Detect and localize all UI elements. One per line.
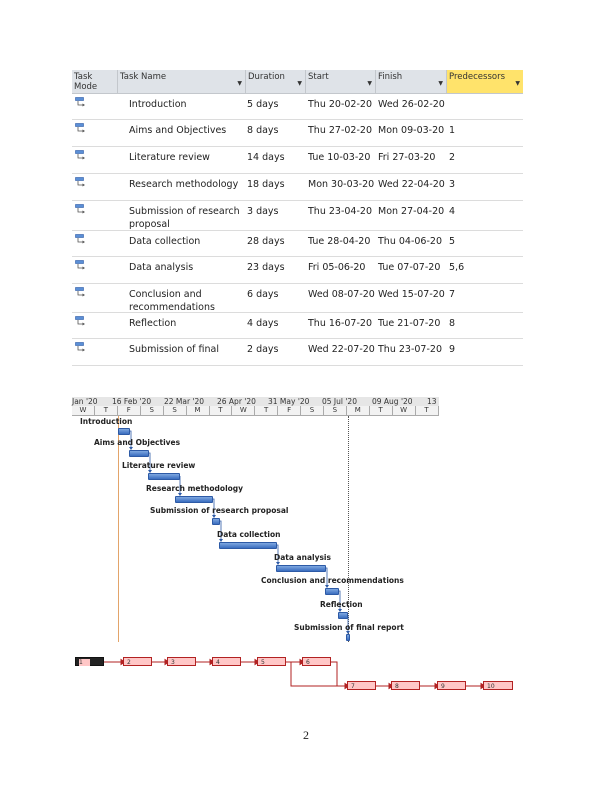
gantt-task-bar[interactable] (338, 612, 348, 619)
cell-start: Thu 16-07-20 (308, 318, 372, 329)
cell-pred: 8 (449, 318, 456, 329)
cell-name: Data collection (129, 236, 201, 247)
gantt-task-bar[interactable] (325, 588, 339, 595)
gantt-task-bar[interactable] (118, 428, 130, 435)
dropdown-arrow-icon[interactable]: ▼ (367, 80, 372, 87)
timescale-period-label: 13 (427, 397, 437, 406)
timescale-day-label: F (118, 406, 141, 415)
header-label: Finish (378, 72, 403, 82)
cell-pred: 9 (449, 344, 456, 355)
cell-finish: Tue 07-07-20 (378, 262, 441, 273)
header-task-mode[interactable] (72, 70, 118, 93)
cell-start: Fri 05-06-20 (308, 262, 366, 273)
gantt-task-bar[interactable] (175, 496, 213, 503)
timescale-day-label: S (141, 406, 164, 415)
timescale-period-label: 22 Mar '20 (164, 397, 205, 406)
node-label: 4 (216, 659, 220, 666)
timescale-period-label: 05 Jul '20 (322, 397, 357, 406)
cell-pred: 7 (449, 289, 456, 300)
timescale-day-label: W (232, 406, 255, 415)
network-node[interactable] (212, 657, 241, 666)
gantt-task-bar[interactable] (219, 542, 277, 549)
table-row[interactable] (72, 93, 523, 120)
node-label: 5 (261, 659, 265, 666)
gantt-task-bar[interactable] (148, 473, 180, 480)
table-row[interactable] (72, 200, 523, 231)
timescale-period-label: 16 Feb '20 (112, 397, 152, 406)
cell-pred: 1 (449, 125, 456, 136)
gantt-task-bar[interactable] (129, 450, 149, 457)
node-label: 7 (351, 683, 355, 690)
network-node[interactable] (347, 681, 376, 690)
cell-duration: 28 days (247, 236, 285, 247)
header-label: Predecessors (449, 72, 506, 82)
cell-start: Wed 08-07-20 (308, 289, 375, 300)
table-row[interactable] (72, 230, 523, 257)
auto-scheduled-task-icon (75, 97, 87, 107)
gantt-task-label: Submission of final report (294, 623, 404, 632)
header-label: Duration (248, 72, 285, 82)
gantt-task-label: Aims and Objectives (94, 438, 181, 447)
gantt-task-bar[interactable] (276, 565, 326, 572)
cell-pred: 2 (449, 152, 456, 163)
gantt-task-label: Literature review (122, 461, 196, 470)
auto-scheduled-task-icon (75, 150, 87, 160)
timescale-day-label: T (370, 406, 393, 415)
network-node[interactable] (75, 657, 104, 666)
timescale-day-label: M (347, 406, 370, 415)
task-table (72, 70, 523, 355)
page-number: 2 (303, 728, 309, 742)
cell-name: Submission of research proposal (129, 206, 240, 230)
timescale-period-label: 09 Aug '20 (372, 397, 413, 406)
header-label: Start (308, 72, 329, 82)
node-label: 10 (487, 683, 495, 690)
network-node[interactable] (257, 657, 286, 666)
auto-scheduled-task-icon (75, 342, 87, 352)
cell-start: Mon 30-03-20 (308, 179, 375, 190)
auto-scheduled-task-icon (75, 204, 87, 214)
network-node[interactable] (167, 657, 196, 666)
cell-name: Data analysis (129, 262, 194, 273)
timescale-period-label: 26 Apr '20 (217, 397, 256, 406)
cell-start: Tue 28-04-20 (308, 236, 371, 247)
network-node[interactable] (123, 657, 152, 666)
cell-pred: 5 (449, 236, 456, 247)
table-row[interactable] (72, 312, 523, 339)
gantt-task-label: Data collection (217, 530, 281, 539)
timescale-period-label: Jan '20 (72, 397, 98, 406)
gantt-task-label: Data analysis (274, 553, 331, 562)
cell-duration: 6 days (247, 289, 279, 300)
timescale-day-label: W (393, 406, 416, 415)
cell-name: Reflection (129, 318, 177, 329)
cell-duration: 3 days (247, 206, 279, 217)
cell-finish: Mon 27-04-20 (378, 206, 445, 217)
cell-start: Wed 22-07-20 (308, 344, 375, 355)
cell-finish: Thu 04-06-20 (378, 236, 442, 247)
auto-scheduled-task-icon (75, 123, 87, 133)
gantt-task-bar[interactable] (346, 634, 350, 641)
table-row[interactable] (72, 283, 523, 313)
auto-scheduled-task-icon (75, 287, 87, 297)
auto-scheduled-task-icon (75, 316, 87, 326)
network-diagram (75, 650, 525, 695)
gantt-chart (72, 397, 439, 642)
timescale-day-label: W (72, 406, 95, 415)
header-duration[interactable] (246, 70, 306, 93)
table-row[interactable] (72, 119, 523, 147)
table-row[interactable] (72, 173, 523, 201)
cell-start: Thu 23-04-20 (308, 206, 372, 217)
cell-name: Aims and Objectives (129, 125, 227, 136)
gantt-task-label: Reflection (320, 600, 363, 609)
cell-finish: Thu 23-07-20 (378, 344, 442, 355)
cell-name: Introduction (129, 99, 187, 110)
gantt-task-bar[interactable] (212, 518, 220, 525)
cell-duration: 5 days (247, 99, 279, 110)
cell-duration: 8 days (247, 125, 279, 136)
timescale-day-label: T (255, 406, 278, 415)
cell-duration: 2 days (247, 344, 279, 355)
table-row[interactable] (72, 256, 523, 284)
gantt-task-label: Conclusion and recommendations (261, 576, 404, 585)
cell-duration: 18 days (247, 179, 285, 190)
auto-scheduled-task-icon (75, 177, 87, 187)
cell-start: Thu 27-02-20 (308, 125, 372, 136)
gantt-task-label: Submission of research proposal (150, 506, 289, 515)
node-label: 6 (306, 659, 310, 666)
node-label: 3 (171, 659, 175, 666)
node-label: 2 (127, 659, 131, 666)
cell-finish: Fri 27-03-20 (378, 152, 436, 163)
gantt-task-label: Research methodology (146, 484, 244, 493)
header-start[interactable] (306, 70, 376, 93)
cell-pred: 3 (449, 179, 456, 190)
network-node[interactable] (483, 681, 513, 690)
timescale-day-label: T (209, 406, 232, 415)
node-label: 1 (79, 659, 90, 666)
auto-scheduled-task-icon (75, 260, 87, 270)
cell-name: Research methodology (129, 179, 239, 190)
header-label: Task Mode (74, 72, 98, 92)
cell-finish: Wed 26-02-20 (378, 99, 445, 110)
timescale-day-label: S (324, 406, 347, 415)
timescale-day-label: M (187, 406, 210, 415)
cell-duration: 4 days (247, 318, 279, 329)
auto-scheduled-task-icon (75, 234, 87, 244)
cell-start: Tue 10-03-20 (308, 152, 371, 163)
cell-start: Thu 20-02-20 (308, 99, 372, 110)
dropdown-arrow-icon[interactable]: ▼ (438, 80, 443, 87)
network-node[interactable] (391, 681, 420, 690)
cell-finish: Tue 21-07-20 (378, 318, 441, 329)
cell-finish: Mon 09-03-20 (378, 125, 445, 136)
header-task-name[interactable] (118, 70, 246, 93)
table-row[interactable] (72, 146, 523, 174)
cell-pred: 5,6 (449, 262, 465, 273)
cell-duration: 14 days (247, 152, 285, 163)
cell-name: Submission of final (129, 344, 220, 355)
cell-name: Conclusion and recommendations (129, 289, 215, 313)
timescale-day-label: T (95, 406, 118, 415)
header-predecessors[interactable] (447, 70, 523, 93)
cell-name: Literature review (129, 152, 210, 163)
dropdown-arrow-icon[interactable]: ▼ (237, 80, 242, 87)
table-row[interactable] (72, 338, 523, 366)
header-finish[interactable] (376, 70, 447, 93)
header-label: Task Name (120, 72, 167, 82)
timescale-day-label: F (278, 406, 301, 415)
cell-finish: Wed 22-04-20 (378, 179, 445, 190)
node-label: 9 (441, 683, 445, 690)
dropdown-arrow-icon[interactable]: ▼ (515, 80, 520, 87)
gantt-task-label: Introduction (80, 417, 133, 426)
cell-finish: Wed 15-07-20 (378, 289, 445, 300)
node-label: 8 (395, 683, 399, 690)
timescale-day-label: T (416, 406, 439, 415)
dropdown-arrow-icon[interactable]: ▼ (297, 80, 302, 87)
timescale-day-label: S (301, 406, 324, 415)
cell-pred: 4 (449, 206, 456, 217)
network-node[interactable] (437, 681, 466, 690)
network-node[interactable] (302, 657, 331, 666)
cell-duration: 23 days (247, 262, 285, 273)
timescale-period-label: 31 May '20 (268, 397, 310, 406)
timescale-day-label: S (164, 406, 187, 415)
table-header (72, 70, 523, 94)
